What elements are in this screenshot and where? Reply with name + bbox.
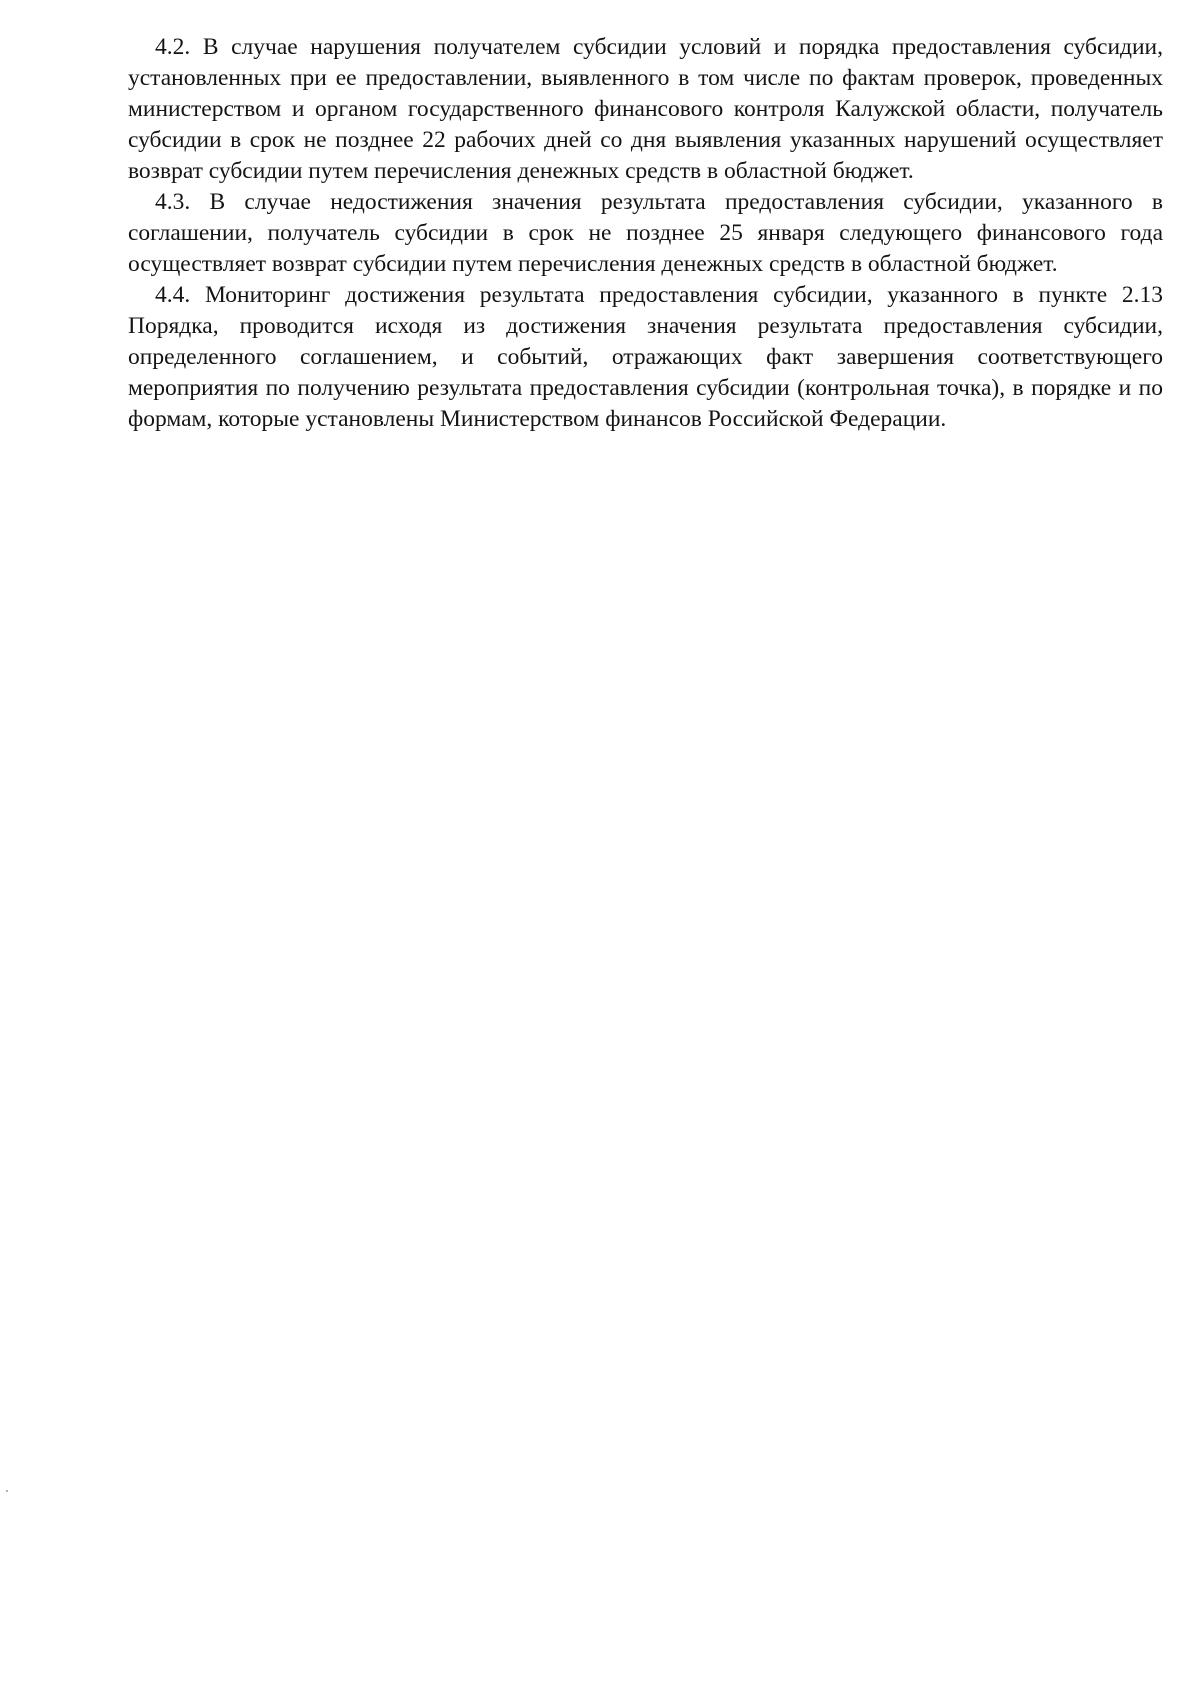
paragraph-4-2: 4.2. В случае нарушения получателем субсидии условий и порядка предоставления субсидии, установленных при ее предоставлении, выявленного в том числе по фактам проверок, проведенных министерством и органом государственного финансового контроля Калужской области, получатель субсидии в срок не позднее 22 рабочих дней со дня выявления указанных нарушений осуществляет возврат субсидии путем перечисления денежных средств в областной бюджет. (128, 34, 1163, 184)
paragraph-4-4: 4.4. Мониторинг достижения результата предоставления субсидии, указанного в пункте 2.13 Порядка, проводится исходя из достижения значения результата предоставления субсидии, определенного соглашением, и событий, отражающих факт завершения соответствующего мероприятия по получению результата предоставления субсидии (контрольная точка), в порядке и по формам, которые установлены Министерством финансов Российской Федерации. (128, 282, 1163, 432)
document-body (128, 32, 1163, 435)
paragraph-4-3: 4.3. В случае недостижения значения результата предоставления субсидии, указанного в соглашении, получатель субсидии в срок не позднее 25 января следующего финансового года осуществляет возврат субсидии путем перечисления денежных средств в областной бюджет. (128, 189, 1163, 277)
scan-artifact (6, 1490, 8, 1492)
